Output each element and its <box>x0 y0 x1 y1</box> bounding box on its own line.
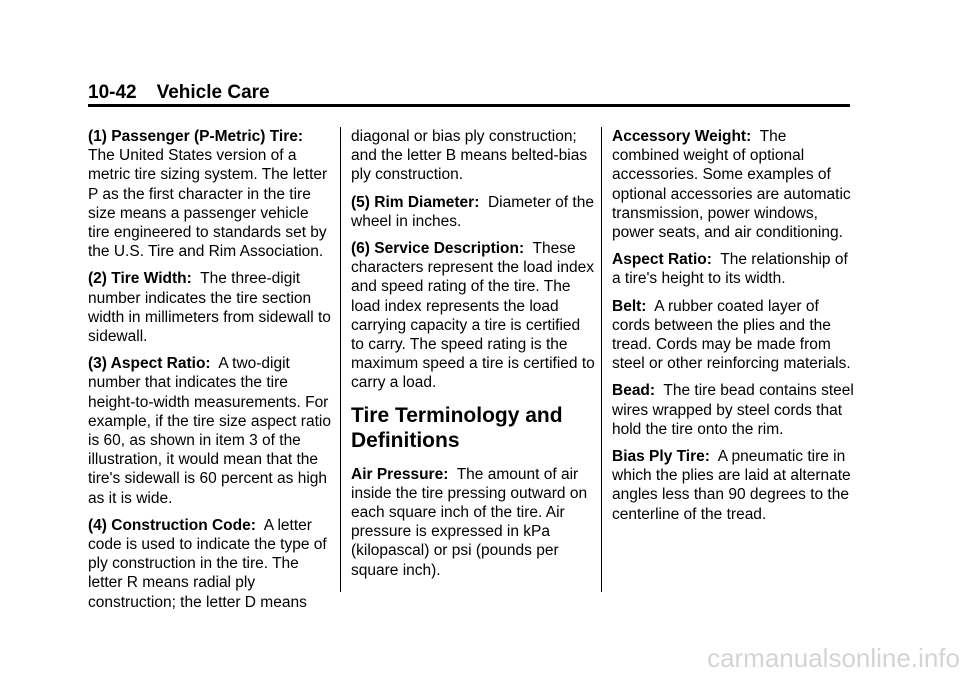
term-separator: : <box>186 270 192 288</box>
page-number: 10-42 <box>88 82 137 103</box>
definition-paragraph <box>351 193 595 231</box>
definition-term: (5) Rim Diameter <box>351 193 475 211</box>
text-column-3 <box>612 127 856 532</box>
section-heading: Tire Terminology and Definitions <box>351 403 563 452</box>
definition-paragraph <box>88 354 332 508</box>
section-title: Vehicle Care <box>156 82 270 103</box>
definition-text: The amount of air inside the tire pressing outward on each square inch of the tire. Air pressure is expressed in kPa (kilopascal) or psi (pounds per square inch). <box>351 465 588 579</box>
definition-paragraph <box>612 250 856 288</box>
term-separator: : <box>443 465 449 483</box>
definition-paragraph <box>88 516 332 612</box>
term-separator: : <box>518 240 525 258</box>
definition-paragraph <box>88 269 332 346</box>
definition-text: A rubber coated layer of cords between the plies and the tread. Cords may be made from steel or other reinforcing materials. <box>612 297 851 373</box>
watermark: carmanualsonline.info <box>707 643 960 673</box>
definition-term: Aspect Ratio <box>612 251 707 269</box>
definition-text: The tire bead contains steel wires wrapped by steel cords that hold the tire onto the rim. <box>612 382 854 438</box>
definition-paragraph <box>88 127 332 261</box>
definition-term: (6) Service Description <box>351 240 519 258</box>
definition-paragraph <box>351 465 595 580</box>
definition-paragraph <box>612 381 856 439</box>
definition-term: Air Pressure <box>351 465 444 483</box>
definition-term: Accessory Weight <box>612 128 747 145</box>
definition-term: Belt <box>612 297 642 315</box>
definition-term: (3) Aspect Ratio <box>88 355 206 373</box>
column-divider <box>601 127 602 592</box>
definition-term: (4) Construction Code <box>88 516 251 534</box>
definition-paragraph <box>612 297 856 374</box>
definition-paragraph <box>351 239 595 393</box>
definition-text: A two-digit number that indicates the tire height-to-width measurements. For example, if the tire size aspect ratio is 60, as shown in item 3 of the illustration, it would mean that the tire's sidewall is 60 percent as high as it is wide. <box>88 355 331 507</box>
definition-text: A letter code is used to indicate the type of ply construction in the tire. The letter R means radial ply construction; the letter D means <box>88 516 327 611</box>
term-separator: : <box>706 251 712 269</box>
definition-term: (1) Passenger (P-Metric) Tire <box>88 128 298 145</box>
term-separator: : <box>250 516 256 534</box>
text-column-1 <box>88 127 332 620</box>
text-column-2 <box>351 127 595 588</box>
definition-term: Bias Ply Tire <box>612 448 705 466</box>
definition-paragraph <box>612 447 856 524</box>
definition-text: Diameter of the wheel in inches. <box>351 193 594 230</box>
definition-text: The combined weight of optional accessories. Some examples of optional accessories are automatic transmission, power windows, power seats, and air conditioning. <box>612 128 851 242</box>
term-separator: : <box>704 448 710 466</box>
definition-paragraph <box>351 127 595 185</box>
header-rule <box>88 104 850 107</box>
term-separator: : <box>297 128 304 145</box>
definition-text: The relationship of a tire's height to its width. <box>612 251 848 288</box>
term-separator: : <box>649 382 656 400</box>
definition-paragraph <box>612 127 856 242</box>
term-separator: : <box>474 193 480 211</box>
term-separator: : <box>641 297 647 315</box>
definition-term: (2) Tire Width <box>88 270 187 288</box>
term-separator: : <box>746 128 752 145</box>
definition-text: diagonal or bias ply construction; and the letter B means belted-bias ply construction. <box>351 128 588 184</box>
definition-text: The three-digit number indicates the tire section width in millimeters from sidewall to sidewall. <box>88 270 331 346</box>
definition-term: Bead <box>612 382 650 400</box>
definition-text: These characters represent the load index and speed rating of the tire. The load index represents the load carrying capacity a tire is certified to carry. The speed rating is the maximum speed a tire is certified to carry a load. <box>351 240 595 392</box>
definition-text: A pneumatic tire in which the plies are laid at alternate angles less than 90 degrees to the centerline of the tread. <box>612 448 851 523</box>
term-separator: : <box>205 355 211 373</box>
definition-text: The United States version of a metric tire sizing system. The letter P as the first character in the tire size means a passenger vehicle tire engineered to standards set by the U.S. Tire and Rim Association. <box>88 147 328 261</box>
column-divider <box>340 127 341 592</box>
page-header <box>88 81 270 105</box>
